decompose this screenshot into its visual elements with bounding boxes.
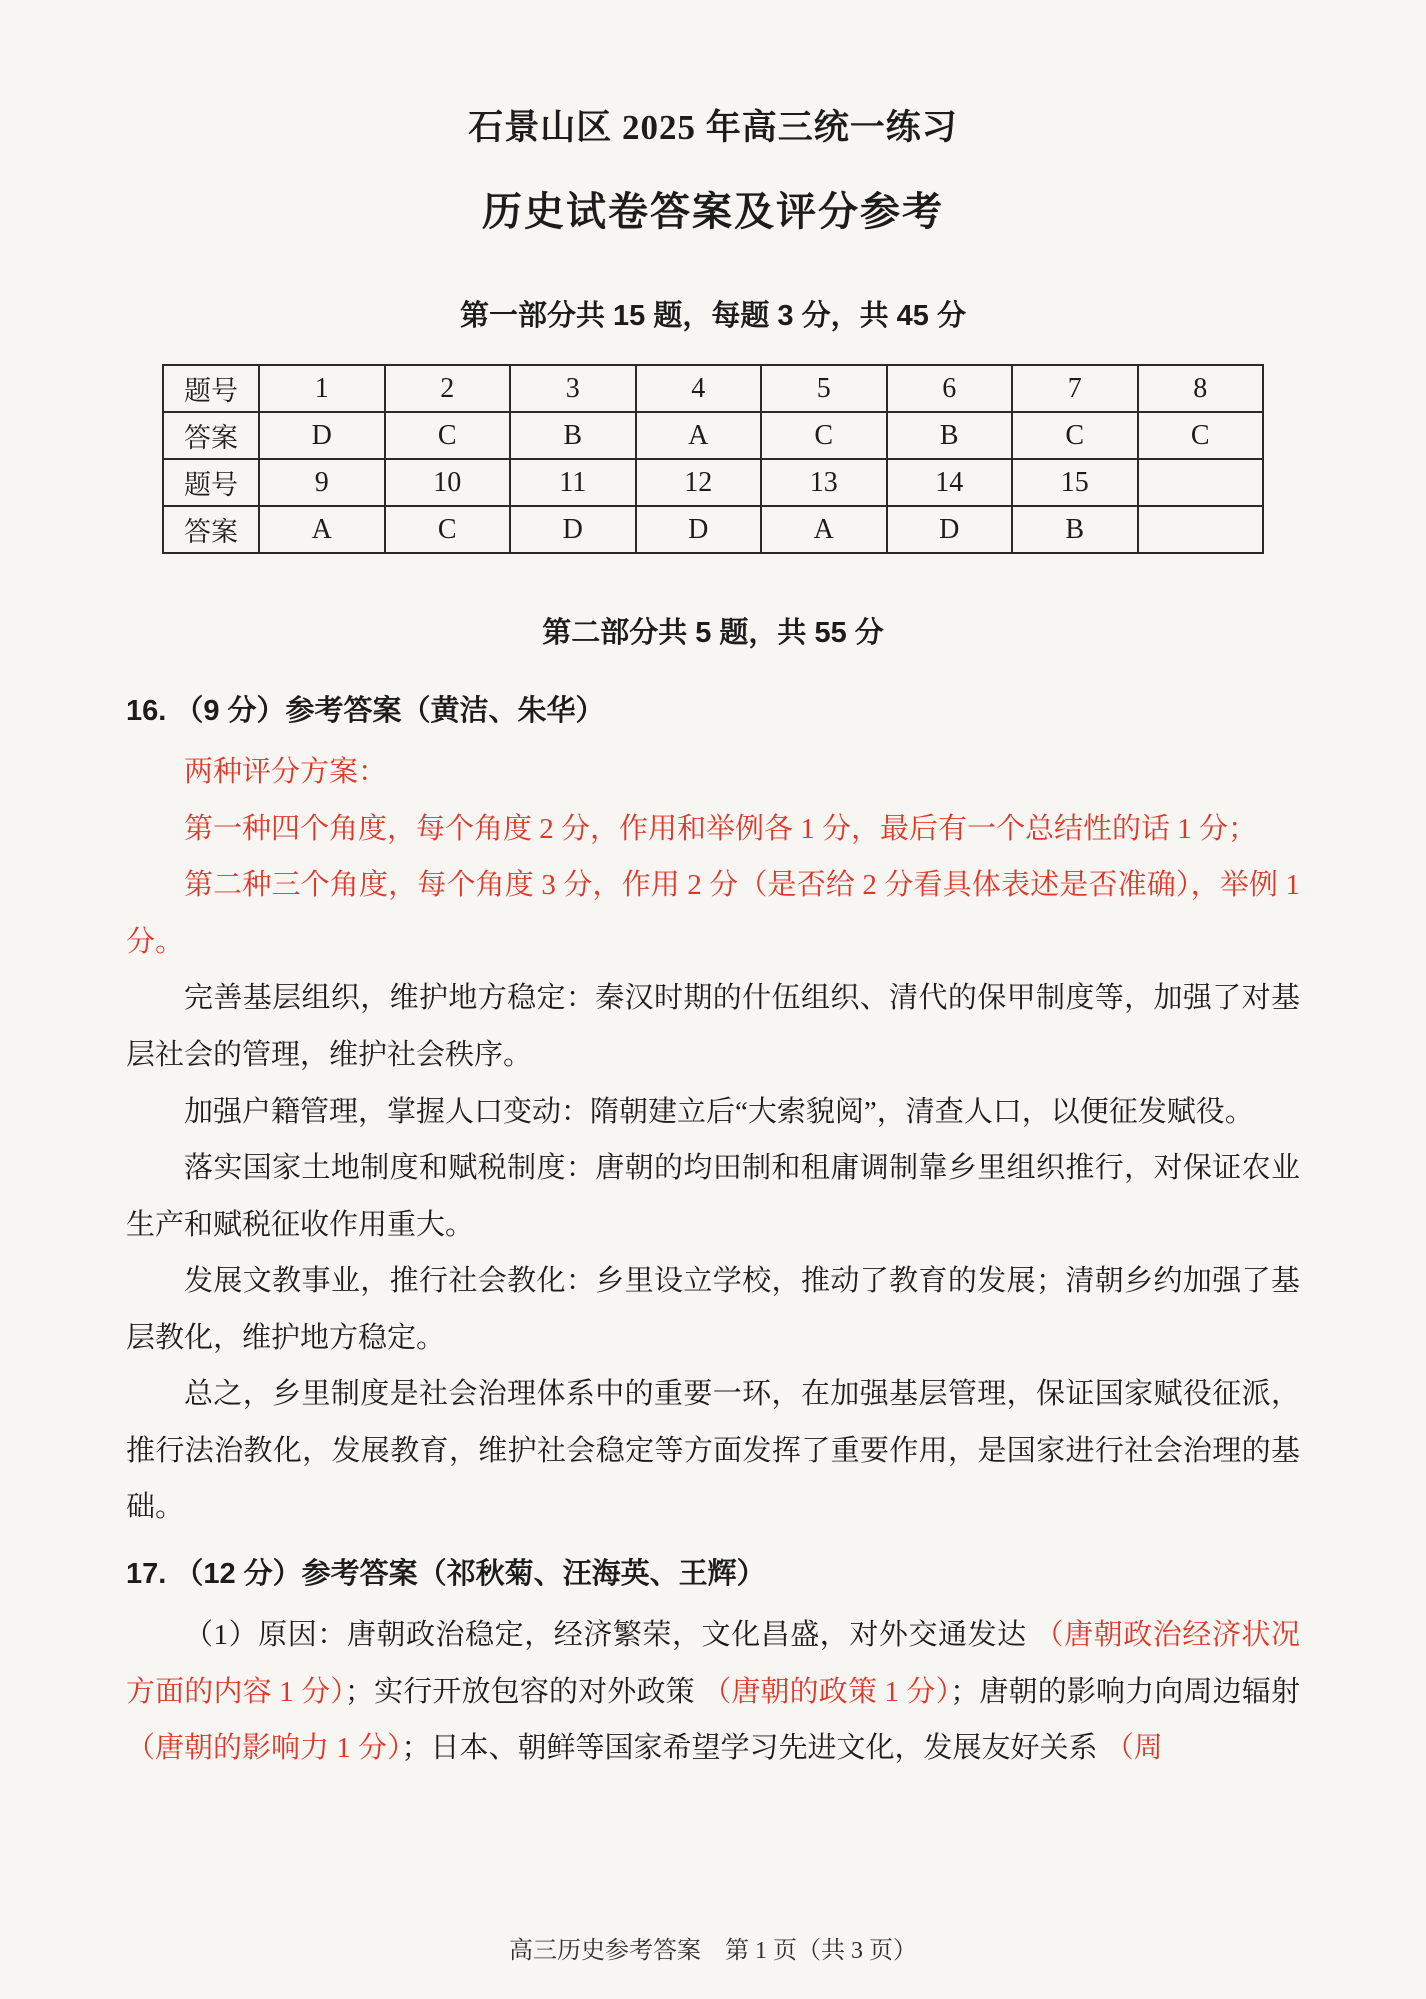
row-label-cell: 答案 [163,506,259,553]
part2-header: 第二部分共 5 题，共 55 分 [542,617,884,649]
answer-cell: B [510,412,636,459]
answer-table-row [163,459,1263,506]
scoring-note-text: （周 [1104,1732,1163,1765]
answer-cell: 1 [259,365,385,412]
answer-cell [1138,459,1264,506]
answer-cell: C [385,506,511,553]
row-label-cell: 答案 [163,412,259,459]
answer-cell: 14 [887,459,1013,506]
answer-cell [1138,506,1264,553]
scoring-note-text: （唐朝的影响力 1 分） [126,1732,402,1765]
answer-cell: D [259,412,385,459]
answer-cell: D [510,506,636,553]
answer-content [126,673,1300,1777]
question-heading: 17. （12 分）参考答案（祁秋菊、汪海英、王辉） [126,1557,766,1590]
answer-text: ；日本、朝鲜等国家希望学习先进文化，发展友好关系 [401,1732,1105,1765]
answer-cell: C [761,412,887,459]
answer-table [162,364,1264,554]
answer-text: 加强户籍管理，掌握人口变动：隋朝建立后“大索貌阅”，清查人口，以便征发赋役。 [184,1095,1254,1128]
answer-table-body [163,365,1263,553]
answer-paragraph [126,1366,1300,1536]
answer-table-row [163,412,1263,459]
answer-paragraph [126,1084,1300,1141]
answer-cell: D [887,506,1013,553]
answer-text: ；实行开放包容的对外政策 [344,1675,703,1708]
answer-cell: C [385,412,511,459]
answer-cell: B [887,412,1013,459]
scoring-note-text: 第二种三个角度，每个角度 3 分，作用 2 分（是否给 2 分看具体表述是否准确），举例 1 分。 [126,869,1300,958]
scoring-note-text: 第一种四个角度，每个角度 2 分，作用和举例各 1 分，最后有一个总结性的话 1 分； [184,812,1258,845]
answer-cell: 9 [259,459,385,506]
answer-text: 总之，乡里制度是社会治理体系中的重要一环，在加强基层管理，保证国家赋役征派，推行法治教化，发展教育，维护社会稳定等方面发挥了重要作用，是国家进行社会治理的基础。 [126,1378,1300,1524]
document-subtitle: 历史试卷答案及评分参考 [482,189,944,234]
answer-cell: 11 [510,459,636,506]
answer-paragraph [126,970,1300,1083]
answer-cell: 5 [761,365,887,412]
answer-cell: 7 [1012,365,1138,412]
answer-cell: C [1012,412,1138,459]
answer-text: （1）原因：唐朝政治稳定，经济繁荣，文化昌盛，对外交通发达 [184,1619,1035,1652]
answer-text: 落实国家土地制度和赋税制度：唐朝的均田制和租庸调制靠乡里组织推行，对保证农业生产和赋税征收作用重大。 [126,1152,1300,1241]
scoring-note-text: （唐朝的政策 1 分） [702,1675,951,1708]
answer-paragraph [126,801,1300,858]
answer-paragraph [126,1253,1300,1366]
page-footer: 高三历史参考答案 第 1 页（共 3 页） [509,1938,917,1964]
answer-cell: 15 [1012,459,1138,506]
row-label-cell: 题号 [163,459,259,506]
answer-cell: D [636,506,762,553]
answer-cell: A [761,506,887,553]
answer-cell: 10 [385,459,511,506]
answer-cell: 4 [636,365,762,412]
answer-table-row [163,365,1263,412]
answer-cell: 3 [510,365,636,412]
answer-cell: 6 [887,365,1013,412]
answer-text: 发展文教事业，推行社会教化：乡里设立学校，推动了教育的发展；清朝乡约加强了基层教化，维护地方稳定。 [126,1265,1300,1354]
answer-paragraph [126,1607,1300,1777]
answer-cell: A [636,412,762,459]
answer-cell: 2 [385,365,511,412]
answer-cell: 8 [1138,365,1264,412]
answer-cell: C [1138,412,1264,459]
answer-paragraph [126,744,1300,801]
answer-paragraph [126,1140,1300,1253]
scoring-note-text: 两种评分方案： [184,756,388,789]
document-title: 石景山区 2025 年高三统一练习 [468,108,958,147]
answer-text: 完善基层组织，维护地方稳定：秦汉时期的什伍组织、清代的保甲制度等，加强了对基层社会的管理，维护社会秩序。 [126,982,1300,1072]
answer-text: ；唐朝的影响力向周边辐射 [950,1675,1300,1708]
question-heading: 16. （9 分）参考答案（黄洁、朱华） [126,695,605,727]
part1-header: 第一部分共 15 题，每题 3 分，共 45 分 [460,300,966,332]
answer-cell: 13 [761,459,887,506]
scoring-note-text: （唐朝政治经济状况方面的内容 1 分） [126,1619,1300,1708]
answer-table-row [163,506,1263,553]
answer-paragraph [126,857,1300,970]
answer-cell: B [1012,506,1138,553]
answer-cell: 12 [636,459,762,506]
answer-cell: A [259,506,385,553]
row-label-cell: 题号 [163,365,259,412]
